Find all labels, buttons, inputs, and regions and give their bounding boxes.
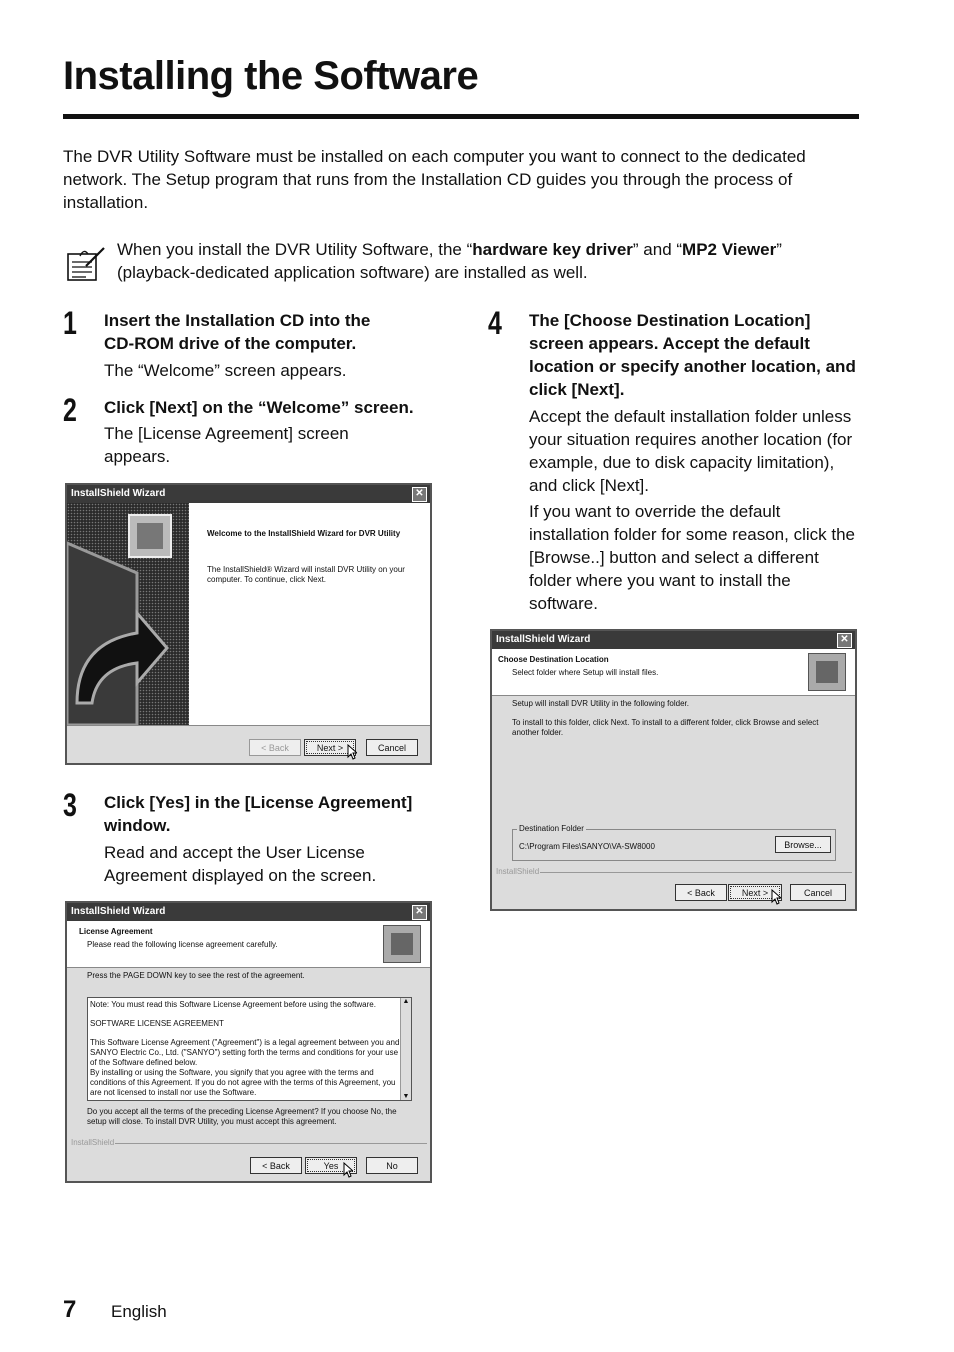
dialog-title: InstallShield Wizard xyxy=(71,906,166,917)
page-number: 7 xyxy=(63,1296,77,1323)
scroll-up-icon[interactable]: ▲ xyxy=(402,998,410,1005)
note-text: When you install the DVR Utility Software, the “hardware key driver” and “MP2 Viewer” (playback-dedicated application software) are installed as well. xyxy=(117,240,782,282)
mouse-cursor-icon xyxy=(771,889,781,905)
installshield-brand: InstallShield xyxy=(71,1138,115,1147)
step-number: 3 xyxy=(63,787,77,823)
dialog-title: InstallShield Wizard xyxy=(496,634,591,645)
dialog-text: Setup will install DVR Utility in the following folder. xyxy=(512,699,689,708)
dialog-instruction: Press the PAGE DOWN key to see the rest of the agreement. xyxy=(87,971,305,980)
license-text-line: Note: You must read this Software License Agreement before using the software. xyxy=(90,1000,376,1009)
cancel-button[interactable]: Cancel xyxy=(366,739,418,756)
no-button[interactable]: No xyxy=(366,1157,418,1174)
yes-button[interactable]: Yes xyxy=(305,1157,357,1174)
destination-path: C:\Program Files\SANYO\VA-SW8000 xyxy=(519,842,655,851)
license-question: Do you accept all the terms of the preceding License Agreement? If you choose No, the setup will close. To install DVR Utility, you must accept this agreement. xyxy=(87,1107,397,1126)
dialog-heading: Choose Destination Location xyxy=(498,655,609,664)
back-button[interactable]: < Back xyxy=(250,1157,302,1174)
title-rule xyxy=(63,114,859,119)
mouse-cursor-icon xyxy=(347,744,357,760)
step-body: The [License Agreement] screen appears. xyxy=(104,424,349,466)
installer-icon xyxy=(383,925,421,963)
step-heading: Click [Yes] in the [License Agreement] window. xyxy=(104,793,413,835)
dialog-titlebar xyxy=(67,485,430,503)
license-text-line: This Software License Agreement ("Agreement") is a legal agreement between you and SANYO Electric Co., Ltd. ("SANYO") setting forth the terms and conditions for your use of the Software defined below. xyxy=(90,1038,400,1067)
license-textbox[interactable] xyxy=(87,997,412,1101)
step-heading: The [Choose Destination Location] screen appears. Accept the default location or specify another location, and click [Next]. xyxy=(529,311,856,399)
step-body: Read and accept the User License Agreement displayed on the screen. xyxy=(104,843,377,885)
license-text-line: SOFTWARE LICENSE AGREEMENT xyxy=(90,1019,224,1028)
divider xyxy=(67,725,430,726)
divider xyxy=(540,872,852,873)
intro-text: The DVR Utility Software must be installed on each computer you want to connect to the dedicated network. The Setup program that runs from the Installation CD guides you through the process of installation. xyxy=(63,147,806,212)
dialog-subheading: Please read the following license agreement carefully. xyxy=(87,940,278,949)
step-number: 2 xyxy=(63,392,77,428)
footer-language: English xyxy=(111,1302,167,1321)
step-number: 4 xyxy=(488,305,502,341)
step-heading: Insert the Installation CD into the CD-ROM drive of the computer. xyxy=(104,311,371,353)
dialog-titlebar xyxy=(67,903,430,921)
dialog-text: The InstallShield® Wizard will install DVR Utility on your computer. To continue, click Next. xyxy=(207,565,405,584)
installer-icon xyxy=(808,653,846,691)
scrollbar[interactable] xyxy=(400,998,411,1100)
cancel-button[interactable]: Cancel xyxy=(790,884,846,901)
close-icon[interactable]: ✕ xyxy=(412,487,427,502)
back-button[interactable]: < Back xyxy=(675,884,727,901)
dialog-titlebar xyxy=(492,631,855,649)
close-icon[interactable]: ✕ xyxy=(412,905,427,920)
next-button[interactable]: Next > xyxy=(304,739,356,756)
installshield-brand: InstallShield xyxy=(496,867,540,876)
welcome-dialog xyxy=(65,483,432,765)
mouse-cursor-icon xyxy=(343,1162,353,1178)
next-button[interactable]: Next > xyxy=(728,884,782,901)
license-text-line: By installing or using the Software, you signify that you agree with the terms and conditions of this Agreement. If you do not agree with the terms of this Agreement, you are not licensed to install nor use the Software. xyxy=(90,1068,396,1097)
back-button[interactable]: < Back xyxy=(249,739,301,756)
divider xyxy=(115,1143,427,1144)
dialog-title: InstallShield Wizard xyxy=(71,488,166,499)
group-label: Destination Folder xyxy=(519,824,584,833)
dialog-heading: License Agreement xyxy=(79,927,153,936)
step-body: Accept the default installation folder unless your situation requires another location (for example, due to disk capacity limitation), and click [Next]. xyxy=(529,407,853,495)
dialog-subheading: Select folder where Setup will install files. xyxy=(512,668,659,677)
license-dialog xyxy=(65,901,432,1183)
note-icon xyxy=(64,244,106,284)
wizard-banner-image xyxy=(67,503,189,725)
dialog-heading: Welcome to the InstallShield Wizard for DVR Utility xyxy=(207,529,401,538)
step-heading: Click [Next] on the “Welcome” screen. xyxy=(104,398,414,417)
installshield-graphic xyxy=(67,503,189,725)
dialog-text: To install to this folder, click Next. To install to a different folder, click Browse and select another folder. xyxy=(512,718,819,737)
close-icon[interactable]: ✕ xyxy=(837,633,852,648)
step-body: If you want to override the default installation folder for some reason, click the [Browse..] button and select a different folder where you want to install the software. xyxy=(529,502,855,613)
scroll-down-icon[interactable]: ▼ xyxy=(402,1093,410,1100)
browse-button[interactable]: Browse... xyxy=(775,836,831,853)
destination-dialog xyxy=(490,629,857,911)
step-body: The “Welcome” screen appears. xyxy=(104,361,347,380)
page-title: Installing the Software xyxy=(63,54,479,98)
step-number: 1 xyxy=(63,305,77,341)
